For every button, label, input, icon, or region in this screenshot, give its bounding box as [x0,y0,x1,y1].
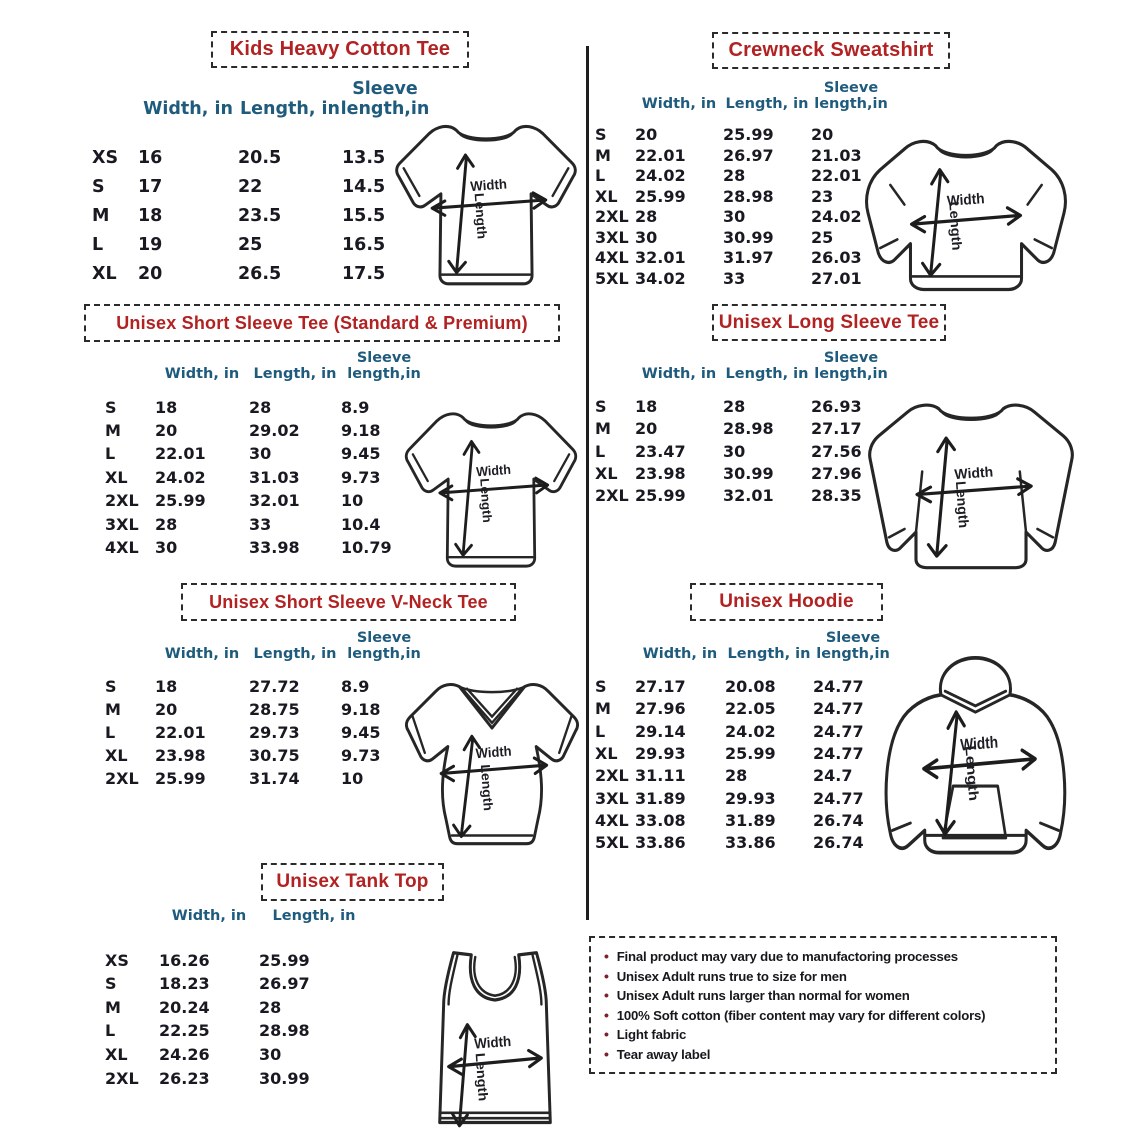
size-value: 16.26 [159,950,210,970]
size-value: 20.08 [725,677,776,697]
size-value: 24.77 [813,677,864,697]
size-value: 28 [249,397,272,417]
size-value: 26.5 [238,263,282,284]
column-header: Width, in [171,908,247,924]
column-header: Length, in [725,96,809,113]
svg-text:Width: Width [475,743,512,762]
svg-text:Width: Width [953,463,994,483]
size-value: 33.08 [635,810,686,830]
note-item [604,948,1042,964]
size-value: 9.45 [341,444,381,464]
size-value: 25 [811,227,834,247]
section-title: Crewneck Sweatshirt [712,32,950,69]
sweatshirt-diagram [860,124,1072,296]
size-value: 24.02 [635,166,686,186]
size-value: 23.47 [635,441,686,461]
size-label: XL [595,464,618,483]
size-label: XL [595,186,618,206]
size-table [595,350,891,507]
size-value: 24.26 [159,1044,210,1064]
size-value: 34.02 [635,268,686,288]
size-value: 28.75 [249,700,300,720]
size-value: 26.97 [723,145,774,165]
size-label: 5XL [595,833,629,853]
size-table [105,350,427,559]
size-label: 2XL [105,491,139,511]
size-value: 31.11 [635,766,686,786]
size-value: 18 [155,677,178,697]
bullet-icon: • [604,967,609,984]
column-header: Width, in [642,646,718,663]
size-value: 21.03 [811,145,862,165]
size-value: 17.5 [342,263,386,284]
size-value: 28.35 [811,486,862,506]
size-value: 22 [238,176,263,197]
svg-text:Width: Width [959,733,999,756]
size-value: 31.74 [249,769,300,789]
column-header: Length, in [253,646,337,663]
size-label: 4XL [105,538,139,557]
svg-text:Width: Width [469,176,508,195]
size-value: 29.14 [635,721,686,741]
note-item [604,987,1042,1003]
size-value: 29.02 [249,421,300,441]
note-text: Tear away label [616,1046,711,1062]
size-value: 22.05 [725,699,776,719]
note-text: Light fabric [616,1027,687,1043]
size-label: L [92,234,104,255]
size-value: 22.01 [635,145,686,165]
size-label: 2XL [105,1068,139,1088]
column-header: Sleeve length,in [814,350,888,383]
section-title: Unisex Long Sleeve Tee [712,304,946,341]
column-header: Width, in [641,96,717,113]
note-text: Unisex Adult runs larger than normal for women [616,988,910,1004]
size-value: 30.75 [249,746,300,766]
size-label: S [595,125,607,145]
section-title: Kids Heavy Cotton Tee [211,31,469,68]
svg-text:Length: Length [478,763,496,812]
column-header: Length, in [239,98,341,119]
size-value: 24.02 [155,467,206,487]
size-value: 30.99 [723,464,774,483]
product-notes-box [589,936,1057,1074]
size-label: M [595,419,611,439]
size-label: XL [92,263,117,284]
size-label: 5XL [595,268,629,288]
size-value: 10.4 [341,514,381,534]
size-value: 25.99 [155,769,206,789]
size-label: L [595,166,606,186]
size-value: 26.03 [811,248,862,268]
size-value: 28 [155,514,178,534]
note-item [604,1046,1042,1062]
bullet-icon: • [604,1045,609,1062]
column-header: Length, in [272,908,356,924]
size-value: 9.18 [341,700,381,720]
column-header: Length, in [725,366,809,383]
size-value: 9.18 [341,421,381,441]
size-value: 23.98 [635,464,686,483]
size-value: 32.01 [723,486,774,506]
size-value: 31.97 [723,248,774,268]
svg-text:Length: Length [477,477,495,524]
note-item [604,1026,1042,1042]
size-label: S [105,974,117,994]
size-label: S [92,176,105,197]
size-label: L [105,444,116,464]
size-value: 10 [341,491,364,511]
size-value: 19 [138,234,163,255]
size-value: 28.98 [723,186,774,206]
svg-text:Length: Length [961,744,981,802]
size-value: 20 [811,125,834,145]
long-sleeve-tee-diagram [862,390,1080,576]
svg-text:Length: Length [471,192,490,240]
size-value: 25 [238,234,263,255]
size-value: 20 [155,421,178,441]
column-header-corner [92,80,138,143]
column-header-corner [595,350,635,395]
size-value: 26.74 [813,833,864,853]
size-value: 28 [725,766,748,786]
column-header: Length, in [727,646,811,663]
size-value: 29.93 [725,788,776,808]
svg-text:Length: Length [472,1052,492,1102]
size-value: 9.73 [341,467,381,487]
size-value: 20.5 [238,147,282,168]
svg-text:Length: Length [952,480,973,529]
size-value: 26.23 [159,1068,210,1088]
size-value: 25.99 [259,950,310,970]
size-value: 10.79 [341,538,392,557]
size-value: 23.5 [238,205,282,226]
column-header: Sleeve length,in [816,630,890,663]
size-value: 33.98 [249,538,300,557]
size-value: 25.99 [635,486,686,506]
size-label: XL [105,467,128,487]
size-label: 2XL [595,207,629,227]
size-label: 3XL [595,788,629,808]
size-value: 28 [723,397,746,417]
size-value: 20.24 [159,997,210,1017]
note-item [604,1007,1042,1023]
size-table [105,908,369,1090]
size-label: L [595,721,606,741]
size-value: 24.02 [811,207,862,227]
column-header-corner [105,350,155,395]
size-value: 33.86 [635,833,686,853]
size-value: 23.98 [155,746,206,766]
size-value: 10 [341,769,364,789]
size-label: 4XL [595,810,629,830]
size-value: 25.99 [725,744,776,763]
column-header: Width, in [143,98,233,119]
size-table [92,80,428,288]
size-table [595,630,893,854]
size-value: 24.77 [813,721,864,741]
size-value: 9.73 [341,746,381,766]
size-value: 24.77 [813,744,864,763]
section-title: Unisex Hoodie [690,583,883,621]
size-value: 27.72 [249,677,300,697]
size-value: 8.9 [341,397,370,417]
size-value: 16 [138,147,163,168]
size-value: 27.01 [811,268,862,288]
size-label: S [595,677,607,697]
size-value: 24.77 [813,699,864,719]
size-label: 2XL [595,486,629,506]
column-header: Sleeve length,in [340,79,430,119]
size-value: 30 [155,538,178,557]
size-label: XL [105,1044,128,1064]
size-value: 30 [723,207,746,227]
size-value: 27.17 [811,419,862,439]
hoodie-diagram [872,648,1090,860]
column-header: Sleeve length,in [347,350,421,383]
size-label: XL [595,744,618,763]
size-value: 18 [138,205,163,226]
column-header: Length, in [253,366,337,383]
size-value: 32.01 [635,248,686,268]
size-label: 4XL [595,248,629,268]
size-value: 9.45 [341,723,381,743]
tshirt-diagram [388,108,584,292]
svg-text:Length: Length [945,201,964,252]
size-value: 26.93 [811,397,862,417]
size-value: 30 [635,227,658,247]
size-table [105,630,427,790]
size-value: 25.99 [723,125,774,145]
size-label: M [595,699,611,719]
size-value: 24.02 [725,721,776,741]
size-label: L [595,441,606,461]
size-value: 23 [811,186,834,206]
size-value: 29.73 [249,723,300,743]
size-label: 2XL [595,766,629,786]
size-value: 32.01 [249,491,300,511]
size-label: M [595,145,611,165]
size-label: 3XL [595,227,629,247]
size-value: 33.86 [725,833,776,853]
section-title: Unisex Short Sleeve Tee (Standard & Premium) [84,304,560,342]
bullet-icon: • [604,1026,609,1043]
size-label: 2XL [105,769,139,789]
size-label: L [105,723,116,743]
size-value: 18 [635,397,658,417]
size-value: 30 [723,441,746,461]
size-label: XS [92,147,119,168]
size-value: 15.5 [342,205,386,226]
column-header: Sleeve length,in [347,630,421,663]
size-value: 28.98 [259,1021,310,1041]
tank-top-diagram [416,942,574,1130]
vneck-tee-diagram [396,666,588,852]
size-label: M [105,421,121,441]
svg-text:Width: Width [946,190,986,211]
size-value: 20 [155,700,178,720]
size-value: 22.01 [155,444,206,464]
size-value: 31.89 [725,810,776,830]
column-header: Width, in [164,646,240,663]
size-value: 25.99 [155,491,206,511]
size-value: 28 [723,166,746,186]
size-label: 3XL [105,514,139,534]
column-header-corner [105,908,159,948]
size-value: 24.7 [813,766,853,786]
size-value: 31.03 [249,467,300,487]
bullet-icon: • [604,987,609,1004]
column-header: Width, in [164,366,240,383]
size-value: 27.96 [811,464,862,483]
size-value: 28 [259,997,282,1017]
size-label: XL [105,746,128,766]
size-value: 22.25 [159,1021,210,1041]
note-text: Final product may vary due to manufactoring processes [616,949,958,964]
size-label: L [105,1021,116,1041]
column-header-corner [105,630,155,675]
column-header: Width, in [641,366,717,383]
size-label: M [105,700,121,720]
size-value: 20 [635,125,658,145]
section-title: Unisex Tank Top [261,863,444,901]
size-value: 30.99 [259,1068,310,1088]
size-label: M [92,205,110,226]
size-value: 30.99 [723,227,774,247]
size-table [595,80,891,288]
size-value: 20 [138,263,163,284]
bullet-icon: • [604,1006,609,1023]
size-value: 18 [155,397,178,417]
size-value: 17 [138,176,163,197]
note-item [604,968,1042,984]
svg-text:Width: Width [475,461,512,480]
size-label: XS [105,950,129,970]
size-value: 29.93 [635,744,686,763]
size-value: 28 [635,207,658,227]
size-value: 16.5 [342,234,386,255]
size-value: 31.89 [635,788,686,808]
size-value: 25.99 [635,186,686,206]
size-value: 27.17 [635,677,686,697]
size-value: 33 [723,268,746,288]
tshirt-diagram [398,396,584,574]
size-value: 33 [249,514,272,534]
size-value: 27.96 [635,699,686,719]
size-value: 27.56 [811,441,862,461]
size-value: 18.23 [159,974,210,994]
size-value: 24.77 [813,788,864,808]
size-value: 28.98 [723,419,774,439]
bullet-icon: • [604,948,609,964]
column-header-corner [595,630,635,675]
column-header-corner [595,80,635,124]
size-label: M [105,997,121,1017]
size-value: 8.9 [341,677,370,697]
section-title: Unisex Short Sleeve V-Neck Tee [181,583,516,621]
size-label: S [105,677,117,697]
size-value: 22.01 [155,723,206,743]
size-label: S [105,397,117,417]
size-value: 26.74 [813,810,864,830]
size-label: S [595,397,607,417]
column-header: Sleeve length,in [814,80,888,113]
size-value: 13.5 [342,147,386,168]
size-value: 22.01 [811,166,862,186]
size-value: 20 [635,419,658,439]
note-text: 100% Soft cotton (fiber content may vary for different colors) [616,1007,986,1023]
note-text: Unisex Adult runs true to size for men [616,968,847,984]
svg-text:Width: Width [473,1032,512,1052]
size-value: 30 [249,444,272,464]
size-value: 26.97 [259,974,310,994]
size-value: 30 [259,1044,282,1064]
size-value: 14.5 [342,176,386,197]
